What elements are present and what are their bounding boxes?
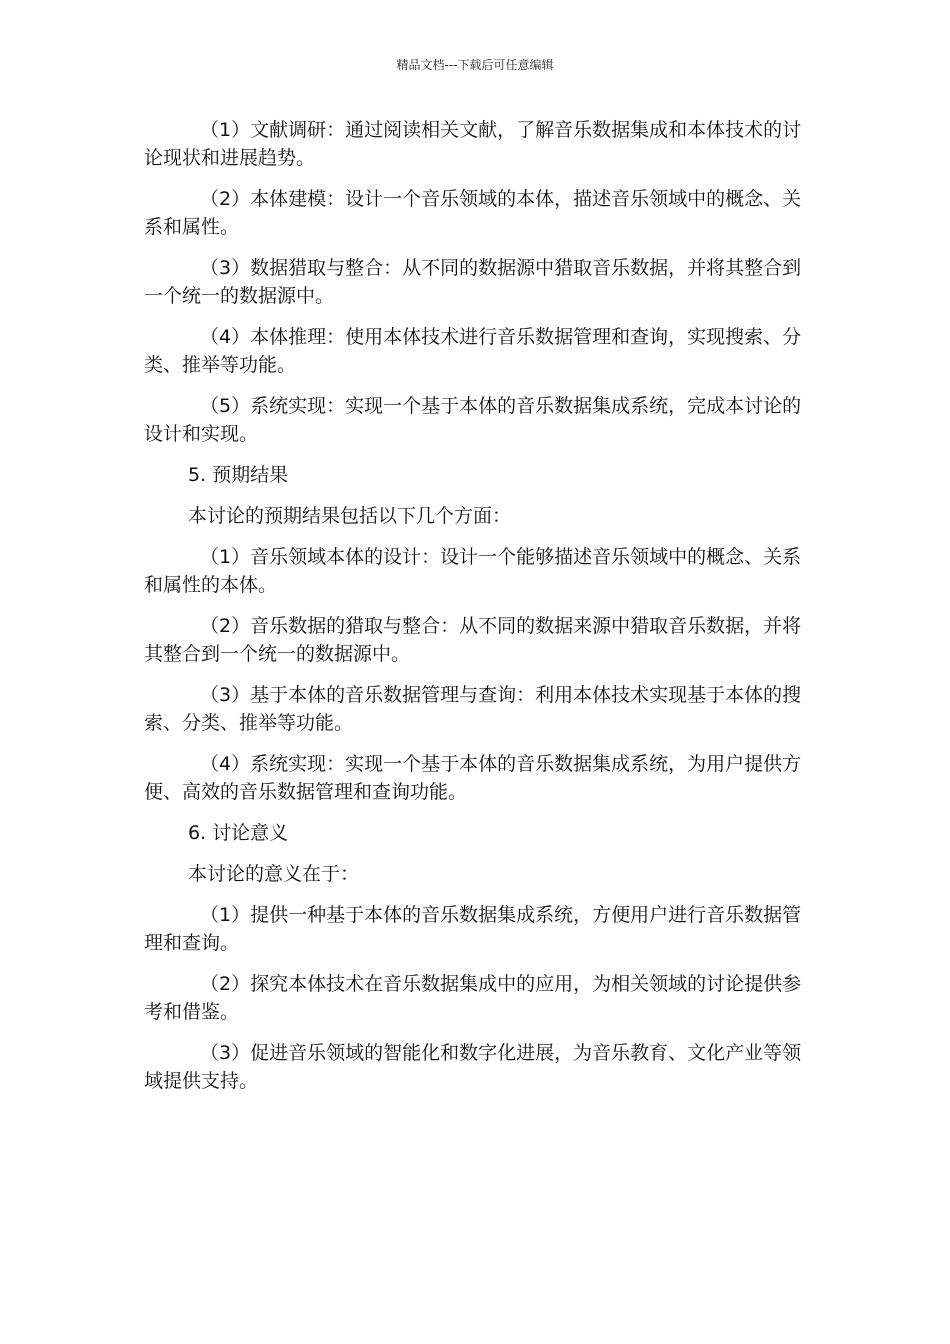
- expected-result-item-3: （3）基于本体的音乐数据管理与查询：利用本体技术实现基于本体的搜索、分类、推举等功能。: [144, 684, 802, 734]
- expected-result-item-1: （1）音乐领域本体的设计：设计一个能够描述音乐领域中的概念、关系和属性的本体。: [144, 546, 802, 596]
- method-item-4: （4）本体推理：使用本体技术进行音乐数据管理和查询，实现搜索、分类、推举等功能。: [144, 326, 802, 376]
- method-item-1: （1）文献调研：通过阅读相关文献，了解音乐数据集成和本体技术的讨论现状和进展趋势。: [144, 119, 802, 169]
- expected-result-item-2: （2）音乐数据的猎取与整合：从不同的数据来源中猎取音乐数据，并将其整合到一个统一的数据源中。: [144, 615, 802, 665]
- expected-results-intro: 本讨论的预期结果包括以下几个方面：: [188, 505, 512, 527]
- expected-result-item-4: （4）系统实现：实现一个基于本体的音乐数据集成系统，为用户提供方便、高效的音乐数据管理和查询功能。: [144, 753, 802, 803]
- page-header: 精品文档---下载后可任意编辑: [396, 58, 554, 72]
- significance-intro: 本讨论的意义在于：: [188, 863, 360, 885]
- method-item-3: （3）数据猎取与整合：从不同的数据源中猎取音乐数据，并将其整合到一个统一的数据源中。: [144, 257, 802, 307]
- method-item-2: （2）本体建模：设计一个音乐领域的本体，描述音乐领域中的概念、关系和属性。: [144, 188, 802, 238]
- significance-item-1: （1）提供一种基于本体的音乐数据集成系统，方便用户进行音乐数据管理和查询。: [144, 904, 802, 954]
- significance-item-2: （2）探究本体技术在音乐数据集成中的应用，为相关领域的讨论提供参考和借鉴。: [144, 973, 802, 1023]
- significance-item-3: （3）促进音乐领域的智能化和数字化进展，为音乐教育、文化产业等领域提供支持。: [144, 1042, 802, 1092]
- section-heading-expected-results: 5. 预期结果: [188, 464, 289, 486]
- document-body: [144, 116, 812, 1108]
- section-heading-significance: 6. 讨论意义: [188, 822, 289, 844]
- method-item-5: （5）系统实现：实现一个基于本体的音乐数据集成系统，完成本讨论的设计和实现。: [144, 395, 802, 445]
